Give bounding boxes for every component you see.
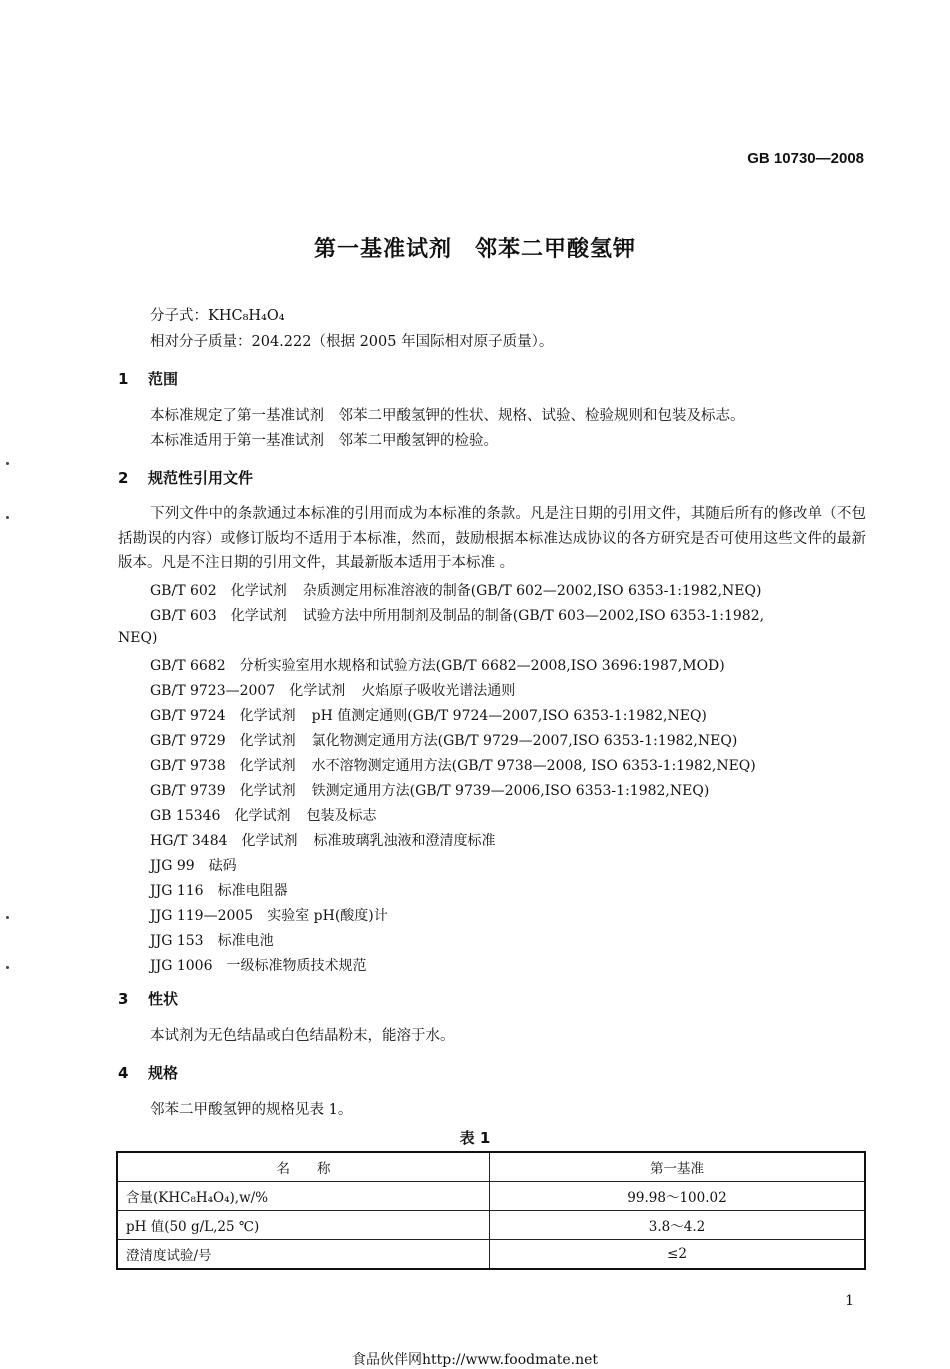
reference-code: GB/T 602 xyxy=(150,583,217,599)
section-title: 规格 xyxy=(148,1064,179,1082)
reference-item xyxy=(150,805,376,825)
table-row xyxy=(117,1240,865,1270)
molar-mass: 相对分子质量：204.222（根据 2005 年国际相对原子质量）。 xyxy=(150,334,554,350)
reference-category: 化学试剂 xyxy=(234,808,291,824)
section-3-heading xyxy=(118,988,178,1009)
reference-title: 火焰原子吸收光谱法通则 xyxy=(361,683,516,699)
reference-item xyxy=(150,830,496,850)
reference-code: GB/T 603 xyxy=(150,608,217,624)
reference-title: 标准电阻器 xyxy=(217,883,288,899)
reference-title: 一级标准物质技术规范 xyxy=(226,958,367,974)
reference-item xyxy=(150,780,709,800)
reference-title: 包装及标志 xyxy=(306,808,377,824)
scan-mark xyxy=(6,462,9,465)
row-name: 澄清度试验/号 xyxy=(117,1240,490,1270)
reference-category: 化学试剂 xyxy=(239,708,296,724)
reference-code: JJG 1006 xyxy=(150,958,213,974)
reference-item xyxy=(150,905,388,925)
reference-code: JJG 153 xyxy=(150,933,204,949)
section-number: 1 xyxy=(118,370,129,388)
table-row xyxy=(117,1211,865,1240)
row-value: 3.8～4.2 xyxy=(490,1211,866,1240)
section-1-paragraph-1: 本标准规定了第一基准试剂 邻苯二甲酸氢钾的性状、规格、试验、检验规则和包装及标志。 xyxy=(150,408,745,424)
specification-table xyxy=(116,1151,866,1270)
footer-watermark: 食品伙伴网http://www.foodmate.net xyxy=(351,1352,599,1368)
reference-title: 砝码 xyxy=(208,858,237,874)
reference-title: pH 值测定通则(GB/T 9724—2007,ISO 6353-1:1982,NEQ) xyxy=(311,708,707,724)
scan-mark xyxy=(6,516,9,519)
reference-code: GB/T 9738 xyxy=(150,758,226,774)
table-header-row xyxy=(117,1152,865,1182)
reference-code: GB/T 9723—2007 xyxy=(150,683,276,699)
page-number: 1 xyxy=(845,1293,854,1309)
reference-item xyxy=(150,655,725,675)
section-1-heading xyxy=(118,368,178,389)
row-value: 99.98～100.02 xyxy=(490,1182,866,1211)
reference-code: NEQ) xyxy=(118,630,158,646)
reference-category: 化学试剂 xyxy=(241,833,298,849)
section-1-paragraph-2: 本标准适用于第一基准试剂 邻苯二甲酸氢钾的检验。 xyxy=(150,433,498,449)
reference-title: 试验方法中所用制剂及制品的制备(GB/T 603—2002,ISO 6353-1:1982, xyxy=(302,608,765,624)
reference-category: 化学试剂 xyxy=(230,608,287,624)
reference-title: 水不溶物测定通用方法(GB/T 9738—2008, ISO 6353-1:1982,NEQ) xyxy=(311,758,756,774)
reference-item xyxy=(150,705,707,725)
reference-title: 氯化物测定通用方法(GB/T 9729—2007,ISO 6353-1:1982,NEQ) xyxy=(311,733,738,749)
section-4-heading xyxy=(118,1062,178,1083)
section-number: 2 xyxy=(118,469,129,487)
reference-code: HG/T 3484 xyxy=(150,833,228,849)
header-grade: 第一基准 xyxy=(490,1152,866,1182)
reference-code: GB 15346 xyxy=(150,808,221,824)
header-name: 名 称 xyxy=(117,1152,490,1182)
reference-category: 化学试剂 xyxy=(230,583,287,599)
reference-code: GB/T 6682 xyxy=(150,658,226,674)
intro-text: 下列文件中的条款通过本标准的引用而成为本标准的条款。凡是注日期的引用文件，其随后所有的修改单（不包括勘误的内容）或修订版均不适用于本标准，然而，鼓励根据本标准达成协议的各方研究是否可使用这些文件的最新版本。凡是不注日期的引用文件，其最新版本适用于本标准 。 xyxy=(118,506,866,571)
section-number: 3 xyxy=(118,990,129,1008)
scan-mark xyxy=(6,916,9,919)
table-row xyxy=(117,1182,865,1211)
reference-item xyxy=(150,755,756,775)
section-2-intro xyxy=(118,502,866,576)
reference-item xyxy=(150,955,367,975)
reference-category: 化学试剂 xyxy=(239,758,296,774)
reference-code: JJG 116 xyxy=(150,883,204,899)
reference-item xyxy=(150,855,237,875)
reference-item xyxy=(150,880,288,900)
reference-category: 化学试剂 xyxy=(239,733,296,749)
reference-code: GB/T 9724 xyxy=(150,708,226,724)
reference-item xyxy=(150,730,737,750)
reference-title: 标准玻璃乳浊液和澄清度标准 xyxy=(313,833,496,849)
reference-item xyxy=(150,605,764,625)
row-name: 含量(KHC₈H₄O₄),w/% xyxy=(117,1182,490,1211)
table-caption: 表 1 xyxy=(459,1129,491,1147)
row-name: pH 值(50 g/L,25 ℃) xyxy=(117,1211,490,1240)
row-value: ≤2 xyxy=(490,1240,866,1270)
reference-item xyxy=(118,630,171,646)
reference-code: JJG 119—2005 xyxy=(150,908,254,924)
standard-code: GB 10730—2008 xyxy=(747,150,864,167)
document-title: 第一基准试剂 邻苯二甲酸氢钾 xyxy=(313,237,636,262)
reference-title: 杂质测定用标准溶液的制备(GB/T 602—2002,ISO 6353-1:1982,NEQ) xyxy=(302,583,762,599)
reference-code: GB/T 9739 xyxy=(150,783,226,799)
reference-title: 实验室 pH(酸度)计 xyxy=(267,908,388,924)
reference-category: 化学试剂 xyxy=(289,683,346,699)
reference-code: JJG 99 xyxy=(150,858,195,874)
section-number: 4 xyxy=(118,1064,129,1082)
reference-title: 标准电池 xyxy=(217,933,274,949)
section-title: 范围 xyxy=(148,370,179,388)
reference-title: 分析实验室用水规格和试验方法(GB/T 6682—2008,ISO 3696:1987,MOD) xyxy=(239,658,725,674)
reference-item xyxy=(150,930,274,950)
molecular-formula: 分子式：KHC₈H₄O₄ xyxy=(150,308,285,324)
reference-code: GB/T 9729 xyxy=(150,733,226,749)
section-3-paragraph: 本试剂为无色结晶或白色结晶粉末，能溶于水。 xyxy=(150,1028,455,1044)
reference-item xyxy=(150,580,761,600)
section-title: 规范性引用文件 xyxy=(148,469,254,487)
reference-title: 铁测定通用方法(GB/T 9739—2006,ISO 6353-1:1982,NEQ) xyxy=(311,783,710,799)
scan-mark xyxy=(6,966,9,969)
section-title: 性状 xyxy=(148,990,179,1008)
reference-category: 化学试剂 xyxy=(239,783,296,799)
section-2-heading xyxy=(118,467,253,488)
section-4-paragraph: 邻苯二甲酸氢钾的规格见表 1。 xyxy=(150,1102,353,1118)
reference-item xyxy=(150,680,515,700)
